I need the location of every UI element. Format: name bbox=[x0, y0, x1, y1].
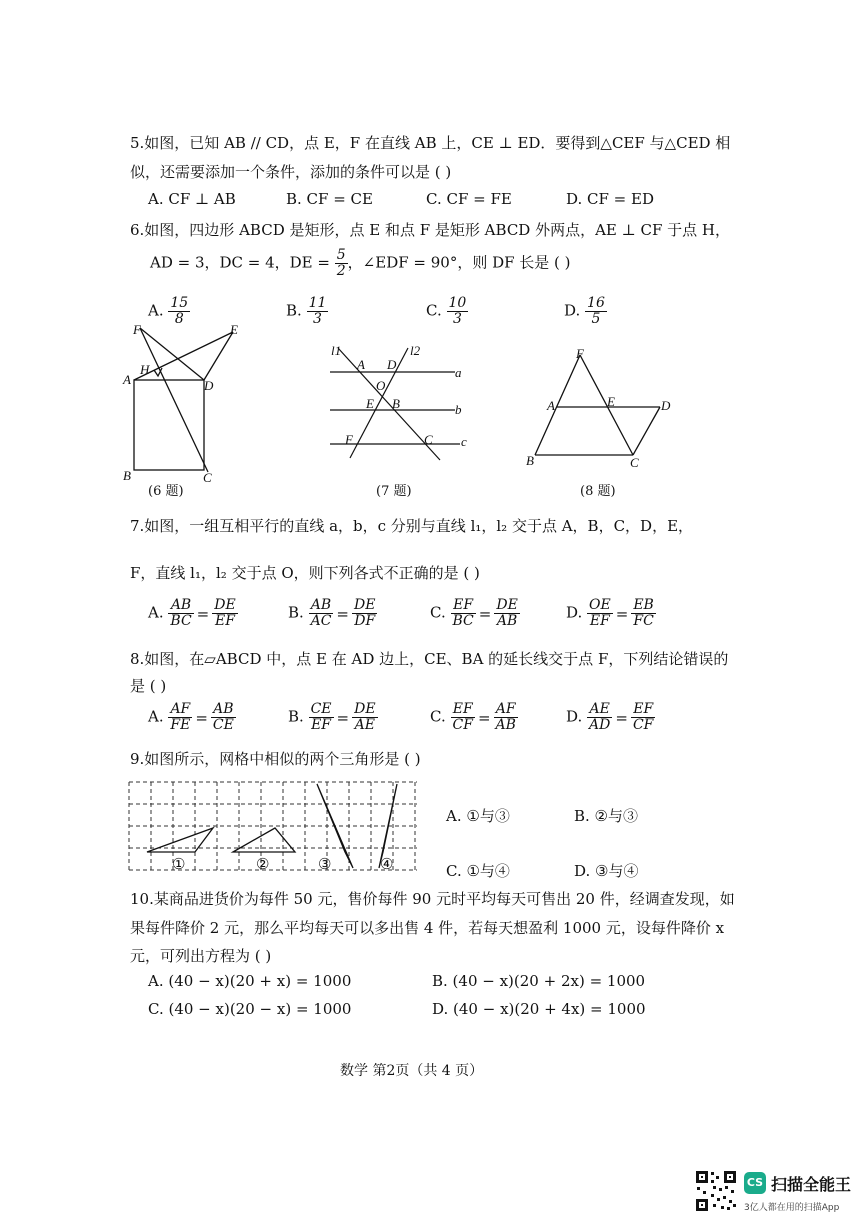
q10-stem-line1: 10.某商品进货价为每件 50 元，售价每件 90 元时平均每天可售出 20 件，经调查发现，如 bbox=[130, 890, 735, 908]
fig6-label-b: B bbox=[123, 468, 131, 483]
q6-stem-part2: ，∠EDF = 90°，则 DF 长是 ( ) bbox=[347, 253, 571, 272]
q10-option-a: A. (40 − x)(20 + x) = 1000 bbox=[148, 972, 352, 990]
q9-grid-label-4: ④ bbox=[380, 855, 394, 873]
q8-option-d: D. $\frac{AE}{AD}$ = $\frac{EF}{CF}$ bbox=[566, 701, 654, 733]
q6-de-fraction: $\frac{5}{2}$ bbox=[336, 247, 346, 279]
fig6-label-a: A bbox=[123, 372, 131, 387]
q7-option-b: B. $\frac{AB}{AC}$ = $\frac{DE}{DF}$ bbox=[288, 597, 376, 629]
watermark-app-name: 扫描全能王 bbox=[771, 1175, 852, 1194]
fig7-label-o: O bbox=[376, 378, 386, 393]
q6-option-c: C. $\frac{10}{3}$ bbox=[426, 295, 467, 327]
q5-stem-line2: 似，还需要添加一个条件，添加的条件可以是 ( ) bbox=[130, 163, 452, 181]
fig6-label-f: F bbox=[133, 322, 141, 337]
q9-grid-label-2: ② bbox=[256, 855, 270, 873]
q5-option-b: B. CF = CE bbox=[286, 190, 373, 208]
q9-grid-label-1: ① bbox=[172, 855, 186, 873]
camscanner-logo: CS bbox=[744, 1172, 766, 1194]
fig7-label-e: E bbox=[366, 396, 374, 411]
fig8-label-f: F bbox=[576, 346, 584, 361]
fig6-caption: (6 题) bbox=[148, 484, 184, 499]
fig6-label-e: E bbox=[230, 322, 238, 337]
fig7-label-c-line: c bbox=[461, 434, 467, 449]
fig8-label-b: B bbox=[526, 453, 534, 468]
q8-option-a: A. $\frac{AF}{FE}$ = $\frac{AB}{CE}$ bbox=[148, 701, 234, 733]
fig7-label-d: D bbox=[387, 357, 397, 372]
q9-stem: 9.如图所示，网格中相似的两个三角形是 ( ) bbox=[130, 750, 421, 768]
fig7-label-b-line: b bbox=[455, 402, 462, 417]
watermark-tagline: 3亿人都在用的扫描App bbox=[744, 1203, 840, 1213]
qr-code-icon bbox=[695, 1170, 737, 1212]
page-footer: 数学 第2页（共 4 页） bbox=[340, 1063, 484, 1079]
q9-option-c: C. ①与④ bbox=[446, 862, 510, 880]
fig8-label-a: A bbox=[547, 398, 555, 413]
fig6-label-d: D bbox=[204, 378, 214, 393]
q5-stem-line1: 5.如图，已知 AB // CD，点 E，F 在直线 AB 上，CE ⊥ ED．要得到△CEF 与△CED 相 bbox=[130, 134, 731, 152]
fig7-label-l1: l1 bbox=[331, 343, 342, 358]
q6-stem-line1: 6.如图，四边形 ABCD 是矩形，点 E 和点 F 是矩形 ABCD 外两点，AE ⊥ CF 于点 H， bbox=[130, 221, 731, 239]
q8-option-b: B. $\frac{CE}{EF}$ = $\frac{DE}{AE}$ bbox=[288, 701, 376, 733]
q7-option-a: A. $\frac{AB}{BC}$ = $\frac{DE}{EF}$ bbox=[148, 597, 236, 629]
q10-option-d: D. (40 − x)(20 + 4x) = 1000 bbox=[432, 1000, 646, 1018]
q6-stem-part1: AD = 3，DC = 4，DE = bbox=[150, 253, 335, 272]
fig8-label-c: C bbox=[630, 455, 639, 470]
q6-stem-line2 bbox=[150, 248, 571, 279]
fig6-label-c: C bbox=[203, 470, 212, 485]
q6-option-b: B. $\frac{11}{3}$ bbox=[286, 295, 327, 327]
figure-6-diagram bbox=[120, 318, 255, 488]
q10-stem-line3: 元，可列出方程为 ( ) bbox=[130, 947, 272, 965]
q7-option-d: D. $\frac{OE}{EF}$ = $\frac{EB}{FC}$ bbox=[566, 597, 654, 629]
fig8-label-d: D bbox=[661, 398, 671, 413]
q7-stem-line1: 7.如图，一组互相平行的直线 a，b，c 分别与直线 l₁，l₂ 交于点 A，B，C，D，E， bbox=[130, 517, 694, 535]
q6-option-a: A. $\frac{15}{8}$ bbox=[148, 295, 189, 327]
fig7-label-a-line: a bbox=[455, 365, 462, 380]
q7-option-c: C. $\frac{EF}{BC}$ = $\frac{DE}{AB}$ bbox=[430, 597, 518, 629]
q9-option-a: A. ①与③ bbox=[446, 807, 510, 825]
q10-option-c: C. (40 − x)(20 − x) = 1000 bbox=[148, 1000, 352, 1018]
q9-option-d: D. ③与④ bbox=[574, 862, 639, 880]
fig8-label-e: E bbox=[607, 394, 615, 409]
q5-option-d: D. CF = ED bbox=[566, 190, 654, 208]
q10-stem-line2: 果每件降价 2 元，那么平均每天可以多出售 4 件，若每天想盈利 1000 元，设每件降价 x bbox=[130, 919, 725, 937]
fig7-label-f: F bbox=[345, 432, 353, 447]
fig7-label-a: A bbox=[357, 357, 365, 372]
fig7-label-b: B bbox=[392, 396, 400, 411]
q7-stem-line2: F，直线 l₁，l₂ 交于点 O，则下列各式不正确的是 ( ) bbox=[130, 564, 480, 582]
q5-option-a: A. CF ⊥ AB bbox=[148, 190, 236, 208]
q8-stem-line1: 8.如图，在▱ABCD 中，点 E 在 AD 边上，CE、BA 的延长线交于点 F，下列结论错误的 bbox=[130, 650, 729, 668]
q6-option-d: D. $\frac{16}{5}$ bbox=[564, 295, 605, 327]
fig6-label-h: H bbox=[140, 362, 150, 377]
fig7-label-c: C bbox=[424, 432, 433, 447]
q8-stem-line2: 是 ( ) bbox=[130, 677, 167, 695]
q9-option-b: B. ②与③ bbox=[574, 807, 639, 825]
q9-grid-label-3: ③ bbox=[318, 855, 332, 873]
fig7-caption: (7 题) bbox=[376, 484, 412, 499]
fig8-caption: (8 题) bbox=[580, 484, 616, 499]
q8-option-c: C. $\frac{EF}{CF}$ = $\frac{AF}{AB}$ bbox=[430, 701, 516, 733]
q10-option-b: B. (40 − x)(20 + 2x) = 1000 bbox=[432, 972, 646, 990]
q5-option-c: C. CF = FE bbox=[426, 190, 512, 208]
fig7-label-l2: l2 bbox=[410, 343, 421, 358]
